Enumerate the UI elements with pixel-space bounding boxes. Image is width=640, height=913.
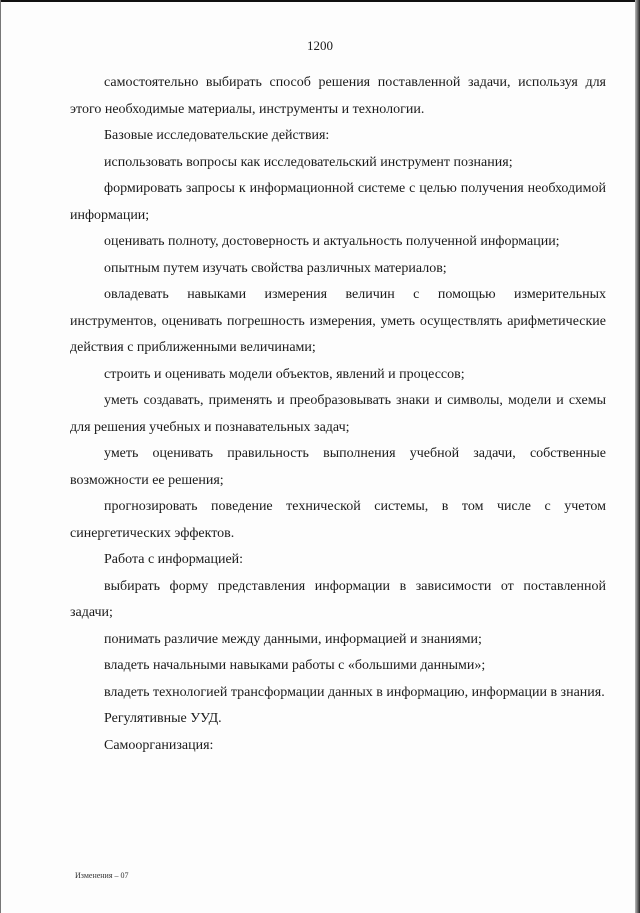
section-heading: Самоорганизация: [104,737,214,753]
scan-edge-left [0,0,1,913]
paragraph: опытным путем изучать свойства различных материалов; [104,260,447,276]
scan-edge-top [0,0,640,2]
scan-edge-right [635,0,640,913]
paragraph: овладевать навыками измерения величин с помощью измерительных инструментов, оценивать погрешность измерения, уметь осуществлять арифметические действия с приближенными величинами; [70,287,606,355]
document-body [70,70,606,759]
paragraph: самостоятельно выбирать способ решения поставленной задачи, используя для этого необходимые материалы, инструменты и технологии. [70,75,606,117]
paragraph: уметь оценивать правильность выполнения учебной задачи, собственные возможности ее решения; [70,446,606,488]
paragraph: оценивать полноту, достоверность и актуальность полученной информации; [104,234,560,249]
paragraph: использовать вопросы как исследовательский инструмент познания; [104,154,513,170]
paragraph: формировать запросы к информационной системе с целью получения необходимой информации; [70,181,606,223]
section-heading: Регулятивные УУД. [104,711,222,726]
section-heading: Работа с информацией: [104,552,244,567]
paragraph: выбирать форму представления информации в зависимости от поставленной задачи; [70,578,606,620]
paragraph: владеть начальными навыками работы с «большими данными»; [104,658,486,673]
paragraph: владеть технологией трансформации данных в информацию, информации в знания. [104,684,605,700]
paragraph: понимать различие между данными, информацией и знаниями; [104,631,482,647]
paragraph: прогнозировать поведение технической системы, в том числе с учетом синергетических эффектов. [70,499,606,541]
footer-revision-note: Изменения – 07 [75,871,129,880]
paragraph: строить и оценивать модели объектов, явлений и процессов; [104,366,465,382]
section-heading: Базовые исследовательские действия: [104,128,330,143]
paragraph: уметь создавать, применять и преобразовывать знаки и символы, модели и схемы для решения учебных и познавательных задач; [70,393,606,435]
page-number: 1200 [307,38,333,53]
